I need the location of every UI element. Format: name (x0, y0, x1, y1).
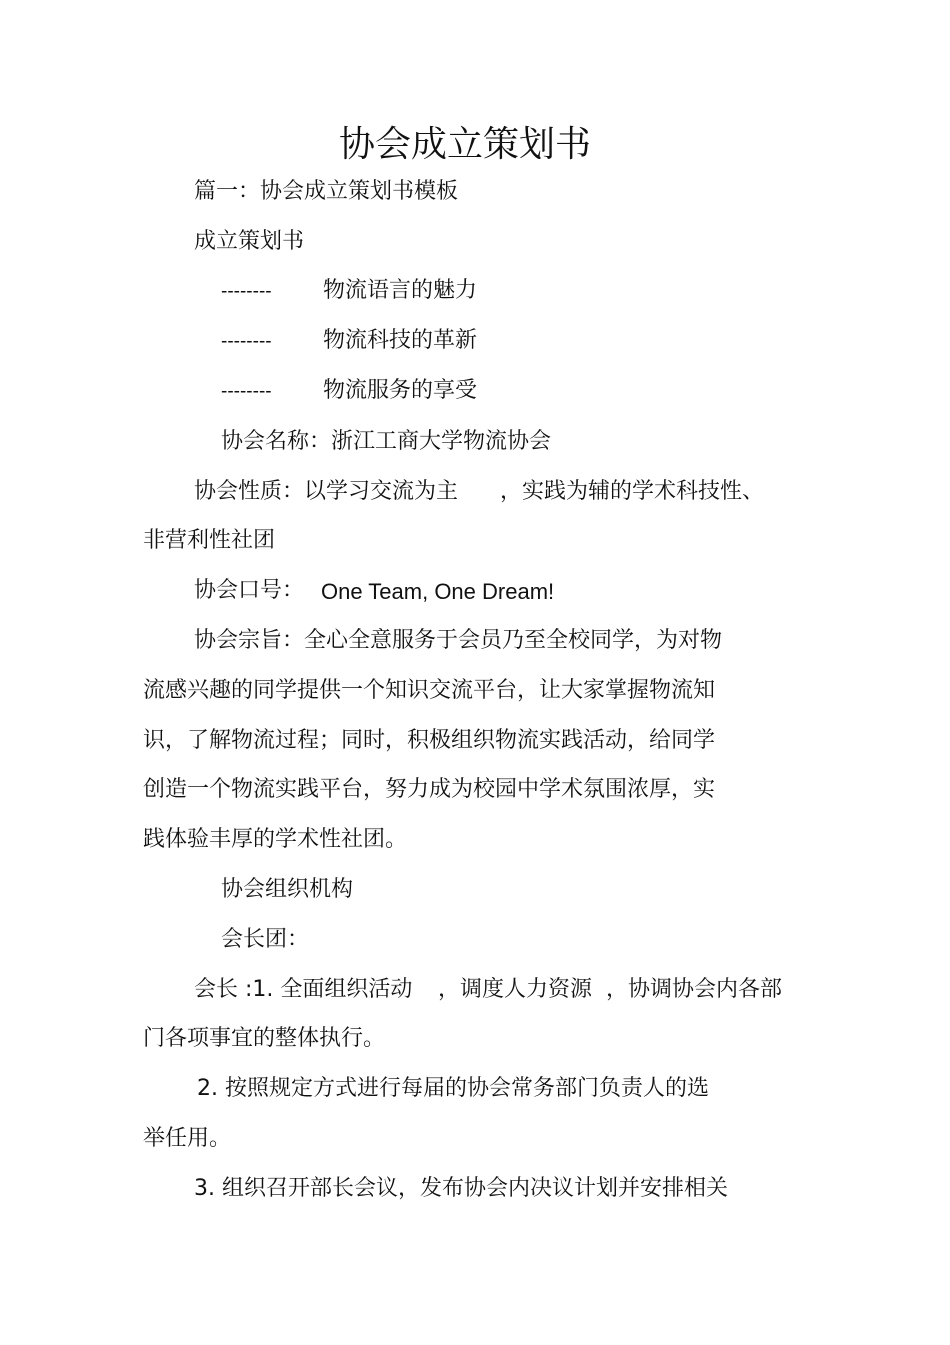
association-nature-rest: ，实践为辅的学术科技性、 (500, 479, 765, 504)
purpose-line: 践体验丰厚的学术性社团。 (143, 827, 408, 852)
slogan-dashes: -------- (221, 331, 272, 352)
group-heading: 会长团： (221, 927, 310, 952)
slogan-dashes: -------- (221, 281, 272, 302)
slogan-text: 物流服务的享受 (323, 378, 478, 403)
duty-line: ，调度人力资源 (438, 977, 593, 1002)
duty-line: 2. 按照规定方式进行每届的协会常务部门负责人的选 (197, 1076, 709, 1101)
document-title: 协会成立策划书 (338, 124, 591, 165)
motto-value: One Team, One Dream! (321, 579, 555, 604)
slogan-text: 物流语言的魅力 (323, 278, 478, 303)
duty-line: 3. 组织召开部长会议，发布协会内决议计划并安排相关 (194, 1176, 728, 1201)
duty-line: 会长 :1. 全面组织活动 (194, 977, 413, 1002)
section-heading: 成立策划书 (194, 229, 305, 254)
purpose-line: 协会宗旨：全心全意服务于会员乃至全校同学，为对物 (194, 628, 723, 653)
duty-line: ，协调协会内各部 (606, 977, 783, 1002)
motto-label: 协会口号： (194, 578, 305, 603)
duty-line: 门各项事宜的整体执行。 (143, 1026, 386, 1051)
slogan-dashes: -------- (221, 381, 272, 402)
duty-line: 举任用。 (143, 1126, 232, 1151)
purpose-line: 识，了解物流过程；同时，积极组织物流实践活动，给同学 (143, 728, 716, 753)
association-nature-cont: 非营利性社团 (143, 528, 276, 553)
purpose-line: 创造一个物流实践平台，努力成为校园中学术氛围浓厚，实 (143, 777, 716, 802)
purpose-line: 流感兴趣的同学提供一个知识交流平台，让大家掌握物流知 (143, 678, 716, 703)
association-nature-label: 协会性质：以学习交流为主 (194, 479, 459, 504)
subtitle: 篇一：协会成立策划书模板 (194, 179, 459, 204)
association-name: 协会名称：浙江工商大学物流协会 (221, 429, 552, 454)
slogan-text: 物流科技的革新 (323, 328, 478, 353)
org-heading: 协会组织机构 (221, 877, 354, 902)
